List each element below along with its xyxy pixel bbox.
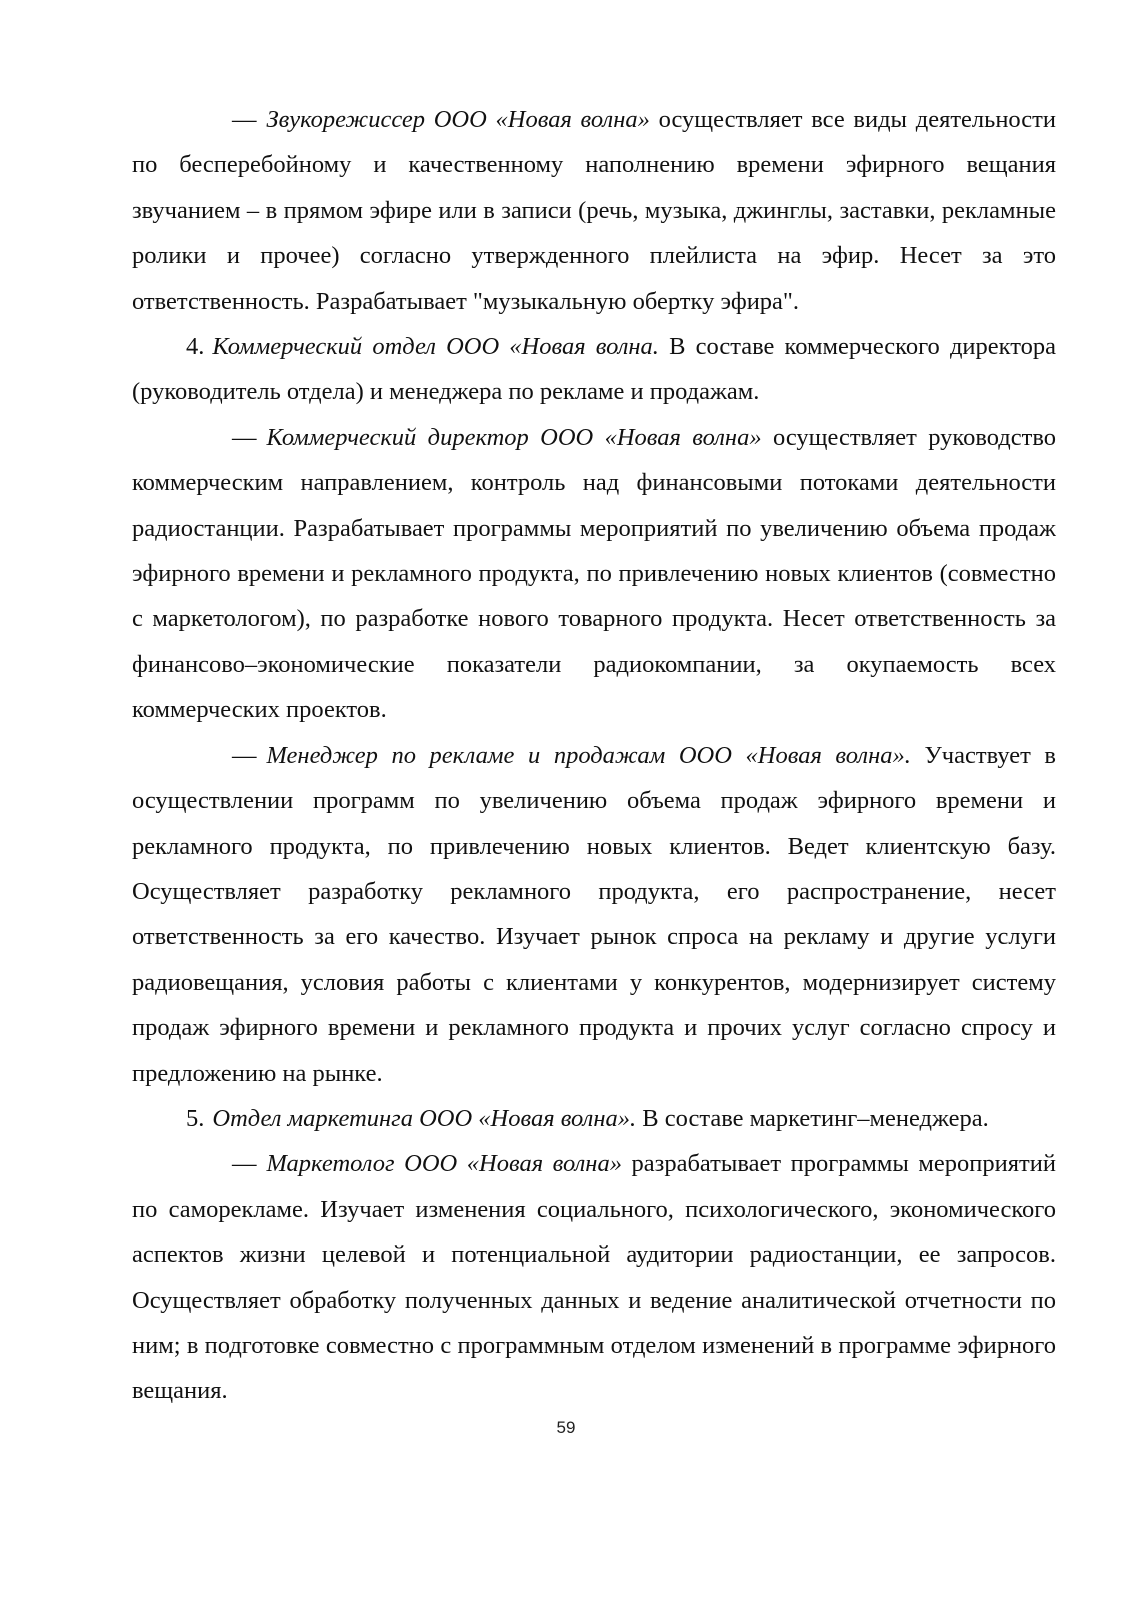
paragraph-marketer bbox=[132, 1141, 1056, 1413]
list-number: 5. bbox=[186, 1104, 205, 1132]
paragraph-text: осуществляет руководство коммерческим направлением, контроль над финансовыми потоками деятельности радиостанции. Разрабатывает программы мероприятий по увеличению объема продаж эфирного времени и рекламного продукта, по привлечению новых клиентов (совместно с маркетологом), по разработке нового товарного продукта. Несет ответственность за финансово–экономические показатели радиокомпании, за окупаемость всех коммерческих проектов. bbox=[132, 423, 1056, 724]
paragraph-marketing-department bbox=[132, 1096, 1056, 1141]
paragraph-sound-engineer bbox=[132, 97, 1056, 324]
paragraph-text: В составе коммерческого директора (руководитель отдела) и менеджера по рекламе и продажам. bbox=[132, 333, 1056, 406]
list-dash: — bbox=[232, 1150, 257, 1178]
paragraph-commercial-department bbox=[132, 324, 1056, 415]
list-number: 4. bbox=[186, 333, 205, 361]
role-title: Менеджер по рекламе и продажам ООО «Новая волна». bbox=[266, 741, 911, 769]
page-number: 59 bbox=[556, 1418, 576, 1437]
paragraph-text: Участвует в осуществлении программ по увеличению объема продаж эфирного времени и рекламного продукта, по привлечению новых клиентов. Ведет клиентскую базу. Осуществляет разработку рекламного продукта, его распространение, несет ответственность за его качество. Изучает рынок спроса на рекламу и другие услуги радиовещания, условия работы с клиентами у конкурентов, модернизирует систему продаж эфирного времени и рекламного продукта и прочих услуг согласно спросу и предложению на рынке. bbox=[132, 741, 1056, 1087]
paragraph-text: В составе маркетинг–менеджера. bbox=[636, 1104, 989, 1132]
document-page bbox=[132, 97, 1056, 1414]
department-title: Коммерческий отдел ООО «Новая волна. bbox=[212, 333, 659, 361]
department-title: Отдел маркетинга ООО «Новая волна». bbox=[212, 1104, 637, 1132]
list-dash: — bbox=[232, 423, 257, 451]
list-dash: — bbox=[232, 106, 257, 133]
paragraph-text: осуществляет все виды деятельности по бесперебойному и качественному наполнению времени эфирного вещания звучанием – в прямом эфире или в записи (речь, музыка, джинглы, заставки, рекламные ролики и прочее) согласно утвержденного плейлиста на эфир. Несет за это ответственность. Разрабатывает "музыкальную обертку эфира". bbox=[132, 106, 1056, 315]
role-title: Маркетолог ООО «Новая волна» bbox=[266, 1150, 622, 1178]
paragraph-text: разрабатывает программы мероприятий по саморекламе. Изучает изменения социального, психологического, экономического аспектов жизни целевой и потенциальной аудитории радиостанции, ее запросов. Осуществляет обработку полученных данных и ведение аналитической отчетности по ним; в подготовке совместно с программным отделом изменений в программе эфирного вещания. bbox=[132, 1150, 1056, 1405]
role-title: Звукорежиссер ООО «Новая волна» bbox=[266, 106, 650, 133]
paragraph-commercial-director bbox=[132, 415, 1056, 733]
list-dash: — bbox=[232, 741, 257, 769]
role-title: Коммерческий директор ООО «Новая волна» bbox=[266, 423, 762, 451]
paragraph-sales-manager bbox=[132, 733, 1056, 1096]
